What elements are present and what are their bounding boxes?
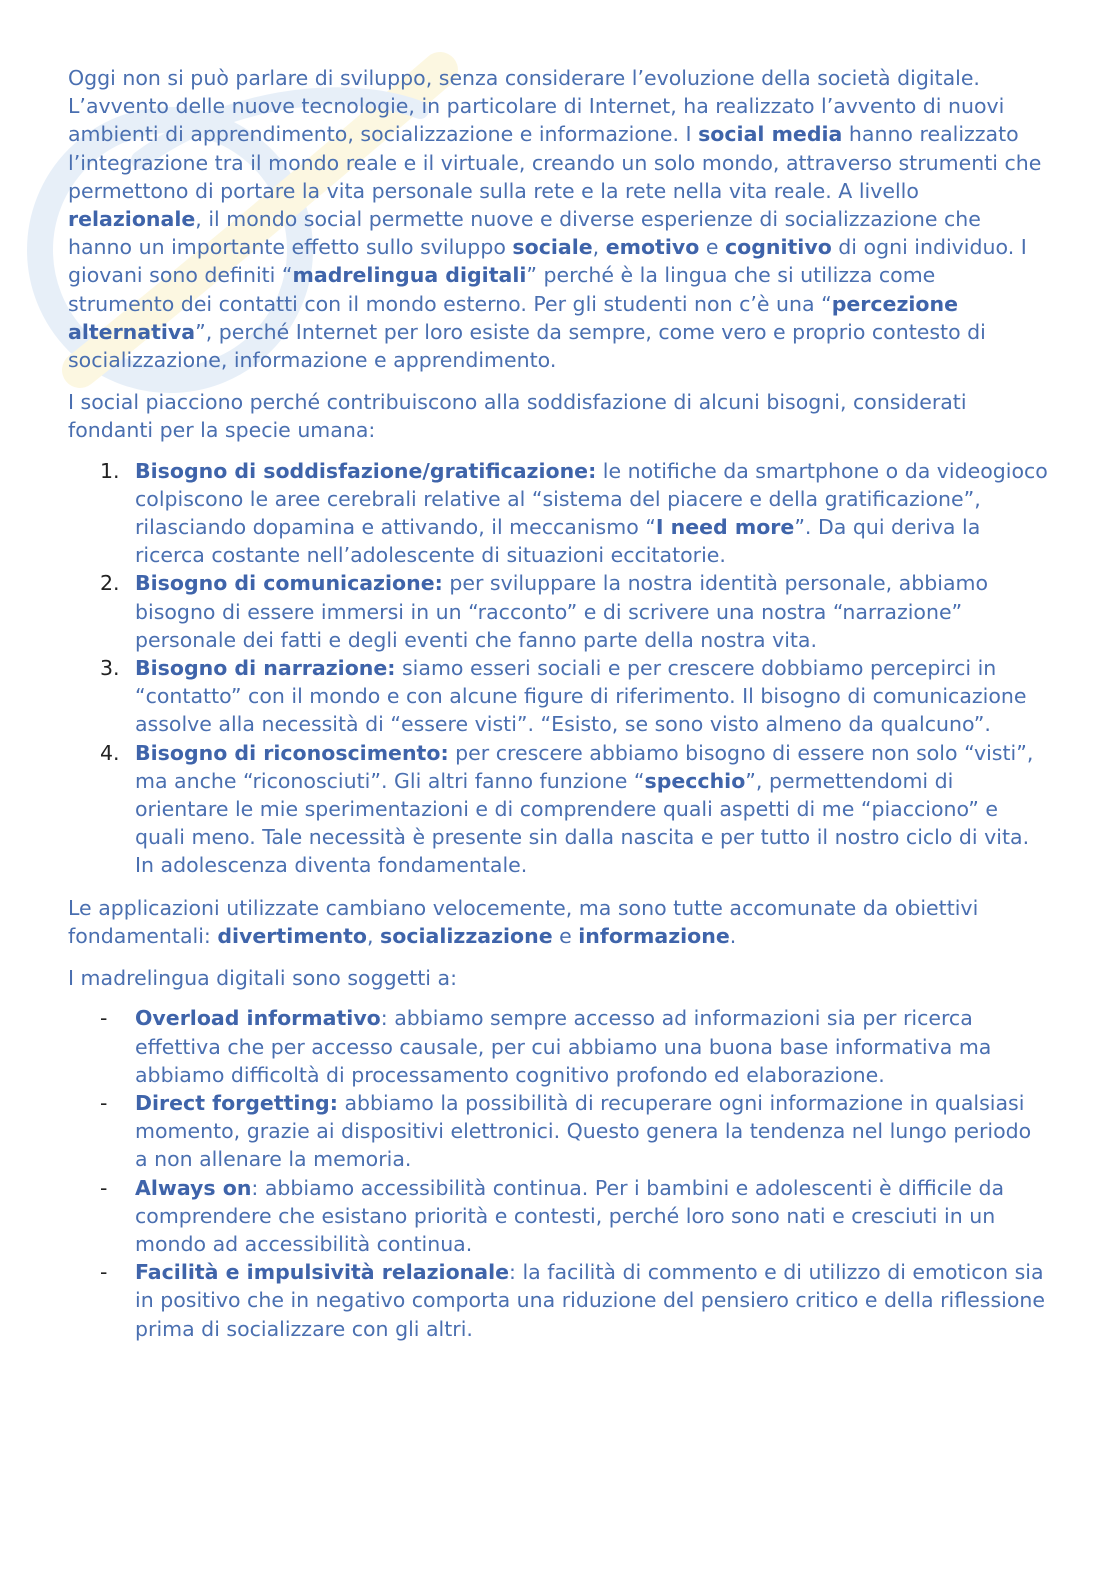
- intro-text: ”, perché Internet per loro esiste da sempre, come vero e proprio contesto di socializzazione, informazione e apprendimento.: [68, 319, 986, 373]
- need-text: per crescere abbiamo bisogno di essere non solo “visti”, ma anche “riconosciuti”. Gli altri fanno funzione “: [135, 740, 1034, 793]
- keyword-i-need-more: I need more: [655, 515, 795, 540]
- risk-text: : abbiamo sempre accesso ad informazioni sia per ricerca effettiva che per accesso causale, per cui abbiamo una buona base informativa ma abbiamo difficoltà di processamento cognitivo profondo ed elaborazione.: [135, 1006, 992, 1087]
- list-item: [68, 569, 1048, 654]
- keyword-percezione-alternativa: percezione alternativa: [68, 291, 958, 344]
- list-number: 2.: [100, 571, 120, 596]
- keyword-emotivo: emotivo: [605, 235, 700, 260]
- intro-text: Oggi non si può parlare di sviluppo, senza considerare l’evoluzione della società digitale. L’avvento delle nuove tecnologie, in particolare di Internet, ha realizzato l’avvento di nuovi ambienti di apprendimento, socializzazione e informazione. I: [68, 66, 1005, 147]
- keyword-socializzazione: socializzazione: [380, 923, 553, 948]
- list-item: [68, 1174, 1048, 1259]
- apps-paragraph: [68, 894, 1048, 950]
- keyword-social-media: social media: [698, 122, 843, 147]
- risks-list: [68, 1004, 1048, 1342]
- list-item: [68, 1089, 1048, 1174]
- apps-text: .: [729, 923, 737, 948]
- dash-marker: -: [100, 1175, 108, 1200]
- apps-text: e: [552, 923, 579, 948]
- risk-title: Always on: [135, 1175, 252, 1200]
- keyword-informazione: informazione: [578, 923, 730, 948]
- need-title: Bisogno di riconoscimento:: [135, 740, 449, 765]
- keyword-divertimento: divertimento: [217, 923, 367, 948]
- need-title: Bisogno di soddisfazione/gratificazione:: [135, 458, 597, 483]
- need-title: Bisogno di comunicazione:: [135, 571, 443, 596]
- need-text: per sviluppare la nostra identità personale, abbiamo bisogno di essere immersi in un “racconto” e di scrivere una nostra “narrazione” personale dei fatti e degli eventi che fanno parte della nostra vita.: [135, 571, 989, 652]
- needs-list: [68, 457, 1048, 880]
- intro-text: e: [699, 235, 725, 260]
- need-text: ”, permettendomi di orientare le mie sperimentazioni e di comprendere quali aspetti di me “piacciono” e quali meno. Tale necessità è presente sin dalla nascita e per tutto il nostro ciclo di vita. In adolescenza diventa fondamentale.: [135, 768, 1030, 878]
- need-text: ”. Da qui deriva la ricerca costante nell’adolescente di situazioni eccitatorie.: [135, 515, 981, 568]
- intro-text: ” perché è la lingua che si utilizza come strumento dei contatti con il mondo esterno. Per gli studenti non c’è una “: [68, 263, 936, 316]
- risk-text: abbiamo la possibilità di recuperare ogni informazione in qualsiasi momento, grazie ai dispositivi elettronici. Questo genera la tendenza nel lungo periodo a non allenare la memoria.: [135, 1090, 1032, 1172]
- intro-text: hanno realizzato l’integrazione tra il mondo reale e il virtuale, creando un solo mondo, attraverso strumenti che permettono di portare la vita personale sulla rete e la rete nella vita reale. A livello: [68, 122, 1042, 203]
- risk-text: : la facilità di commento e di utilizzo di emoticon sia in positivo che in negativo comporta una riduzione del pensiero critico e della riflessione prima di socializzare con gli altri.: [135, 1260, 1045, 1341]
- keyword-specchio: specchio: [644, 768, 746, 793]
- apps-text: Le applicazioni utilizzate cambiano velocemente, ma sono tutte accomunate da obiettivi fondamentali:: [68, 895, 979, 948]
- needs-intro-paragraph: I social piacciono perché contribuiscono alla soddisfazione di alcuni bisogni, considerati fondanti per la specie umana:: [68, 390, 967, 443]
- dash-marker: -: [100, 1006, 108, 1031]
- intro-text: di ogni individuo. I giovani sono definiti “: [68, 235, 1027, 288]
- need-title: Bisogno di narrazione:: [135, 656, 396, 681]
- risk-title: Facilità e impulsività relazionale: [135, 1260, 510, 1285]
- keyword-sociale: sociale: [512, 235, 593, 260]
- need-text: siamo esseri sociali e per crescere dobbiamo percepirci in “contatto” con il mondo e con alcune figure di riferimento. Il bisogno di comunicazione assolve alla necessità di “essere visti”. “Esisto, se sono visto almeno da qualcuno”.: [135, 656, 1027, 737]
- keyword-cognitivo: cognitivo: [724, 235, 832, 260]
- need-text: le notifiche da smartphone o da videogioco colpiscono le aree cerebrali relative al “sistema del piacere e della gratificazione”, rilasciando dopamina e attivando, il meccanismo “: [135, 458, 1048, 540]
- intro-paragraph: [68, 64, 1048, 374]
- list-number: 4.: [100, 740, 120, 765]
- dash-marker: -: [100, 1260, 108, 1285]
- list-item: [68, 1004, 1048, 1089]
- intro-text: ,: [592, 235, 606, 260]
- risk-title: Direct forgetting:: [135, 1090, 338, 1115]
- risk-text: : abbiamo accessibilità continua. Per i bambini e adolescenti è difficile da comprendere che esistano priorità e contesti, perché loro sono nati e cresciuti in un mondo ad accessibilità continua.: [135, 1175, 1005, 1256]
- list-item: [68, 457, 1048, 570]
- apps-text: ,: [366, 923, 381, 948]
- document-page: [68, 64, 1048, 1343]
- list-item: [68, 654, 1048, 739]
- list-number: 1.: [100, 458, 120, 483]
- dash-marker: -: [100, 1090, 108, 1115]
- list-item: [68, 1258, 1048, 1343]
- keyword-relazionale: relazionale: [68, 207, 196, 232]
- keyword-madrelingua-digitali: madrelingua digitali: [292, 263, 527, 288]
- list-item: [68, 739, 1048, 880]
- risks-intro-paragraph: I madrelingua digitali sono soggetti a:: [68, 966, 457, 991]
- risk-title: Overload informativo: [135, 1006, 381, 1031]
- intro-text: , il mondo social permette nuove e diverse esperienze di socializzazione che hanno un importante effetto sullo sviluppo: [68, 207, 981, 260]
- list-number: 3.: [100, 656, 120, 681]
